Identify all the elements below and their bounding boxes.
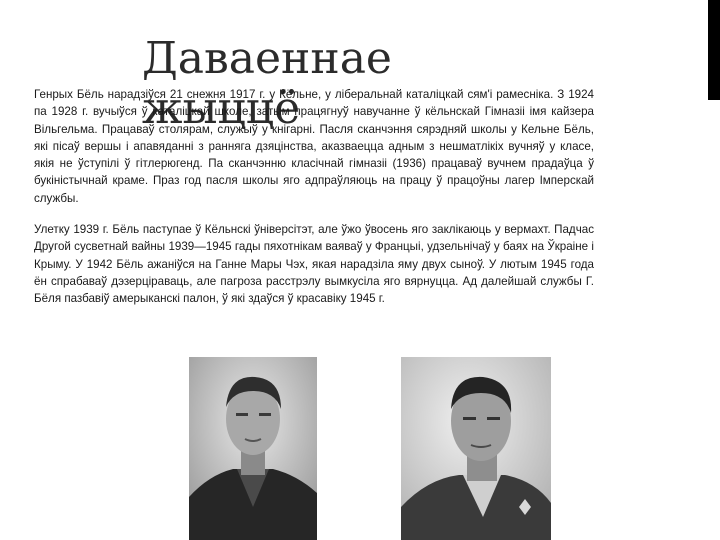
accent-bar — [708, 0, 720, 100]
slide-body — [34, 86, 594, 322]
portrait-photo-young-boll — [189, 357, 317, 540]
portrait-photo-soldier-boll — [401, 357, 551, 540]
paragraph-prewar-youth: Генрых Бёль нарадзіўся 21 снежня 1917 г. у Кёльне, у ліберальнай каталіцкай сям'і рамесніка. З 1924 па 1928 г. вучыўся ў каталіцкай школе, затым працягнуў навучанне ў кёльнскай Гімназіі імя кайзера Вільгельма. Працаваў столярам, служыў у кнігарні. Пасля сканчэння сярэдняй школы у Кельне Бёль, які пісаў вершы і апавяданні з ранняга дзяцінства, аказваецца адным з нешматлікіх вучняў у класе, якія не ўступілі ў гітлерюгенд. Па сканчэнню класічнай гімназіі (1936) працаваў вучнем прадаўца ў букіністычнай краме. Праз год пасля школы яго адпраўляюць на працу ў працоўны лагер Імперскай службы. — [34, 88, 594, 205]
paragraph-war-years: Улетку 1939 г. Бёль паступае ў Кёльнскі ўніверсітэт, але ўжо ўвосень яго заклікаюць у вермахт. Падчас Другой сусветнай вайны 1939—1945 гады пяхотнікам ваяваў у Францыі, удзельнічаў у баях на Ўкраіне і Крыму. У 1942 Бёль ажаніўся на Ганне Мары Чэх, якая нарадзіла яму двух сыноў. У лютым 1945 года ён спрабаваў дэзерціраваць, але пагроза расстрэлу вымкусіла яго вярнуцца. Ад далейшай службы Г. Бёля пазбавіў амерыканскі палон, ў які здаўся ў красавіку 1945 г. — [34, 223, 594, 306]
slide-title: Даваеннае жыццё — [142, 33, 392, 134]
